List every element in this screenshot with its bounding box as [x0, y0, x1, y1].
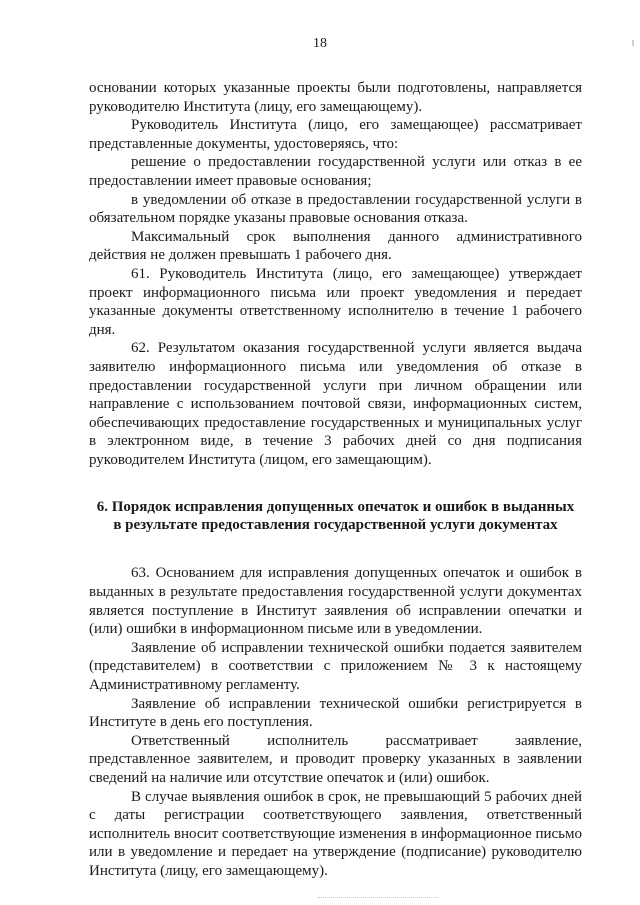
- scan-artifact: [632, 40, 634, 46]
- paragraph-63: 63. Основанием для исправления допущенных опечаток и ошибок в выданных в результате предоставления государственной услуги документах является поступление в Институт заявления об исправлении опечатки и (или) ошибки в информационном письме или в уведомлении.: [89, 565, 582, 638]
- paragraph-continuation: основании которых указанные проекты были подготовлены, направляется руководителю Института (лицу, его замещающему).: [89, 80, 582, 115]
- document-body: [89, 79, 582, 881]
- paragraph: решение о предоставлении государственной услуги или отказ в ее предоставлении имеет правовые основания;: [89, 154, 582, 189]
- section-heading-line-1: 6. Порядок исправления допущенных опечаток и ошибок в выданных: [96, 499, 575, 516]
- page-number: 18: [313, 36, 327, 51]
- paragraph: В случае выявления ошибок в срок, не превышающий 5 рабочих дней с даты регистрации соответствующего заявления, ответственный исполнитель вносит соответствующие изменения в информационное письмо или в уведомление и передает на утверждение (подписание) руководителю Института (лицу, его замещающему).: [89, 788, 582, 879]
- paragraph: Максимальный срок выполнения данного административного действия не должен превышать 1 рабочего дня.: [89, 228, 582, 264]
- paragraph-62: 62. Результатом оказания государственной услуги является выдача заявителю информационного письма или уведомления об отказе в предоставлении государственной услуги при личном обращении или направление с использованием почтовой связи, информационных систем, обеспечивающих предоставление государственных и муниципальных услуг в электронном виде, в течение 3 рабочих дней со дня подписания руководителем Института (лицом, его замещающим).: [89, 340, 582, 468]
- section-heading: [89, 498, 582, 534]
- paragraph: Заявление об исправлении технической ошибки регистрируется в Институте в день его поступления.: [89, 695, 582, 731]
- paragraph: Заявление об исправлении технической ошибки подается заявителем (представителем) в соответствии с приложением № 3 к настоящему Административному регламенту.: [89, 639, 582, 694]
- paragraph: Ответственный исполнитель рассматривает заявление, представленное заявителем, и проводит проверку указанных в заявлении сведений на наличие или отсутствие опечаток и (или) ошибок.: [89, 732, 582, 786]
- paragraph: Руководитель Института (лицо, его замещающее) рассматривает представленные документы, удостоверяясь, что:: [89, 117, 582, 152]
- paragraph-61: 61. Руководитель Института (лицо, его замещающее) утверждает проект информационного письма или проект уведомления и передает указанные документы ответственному исполнителю в течение 1 рабочего дня.: [89, 265, 582, 338]
- section-heading-line-2: в результате предоставления государственной услуги документах: [113, 517, 558, 534]
- paragraph: в уведомлении об отказе в предоставлении государственной услуги в обязательном порядке указаны правовые основания отказа.: [89, 191, 582, 227]
- scan-artifact-bottom: [318, 897, 438, 900]
